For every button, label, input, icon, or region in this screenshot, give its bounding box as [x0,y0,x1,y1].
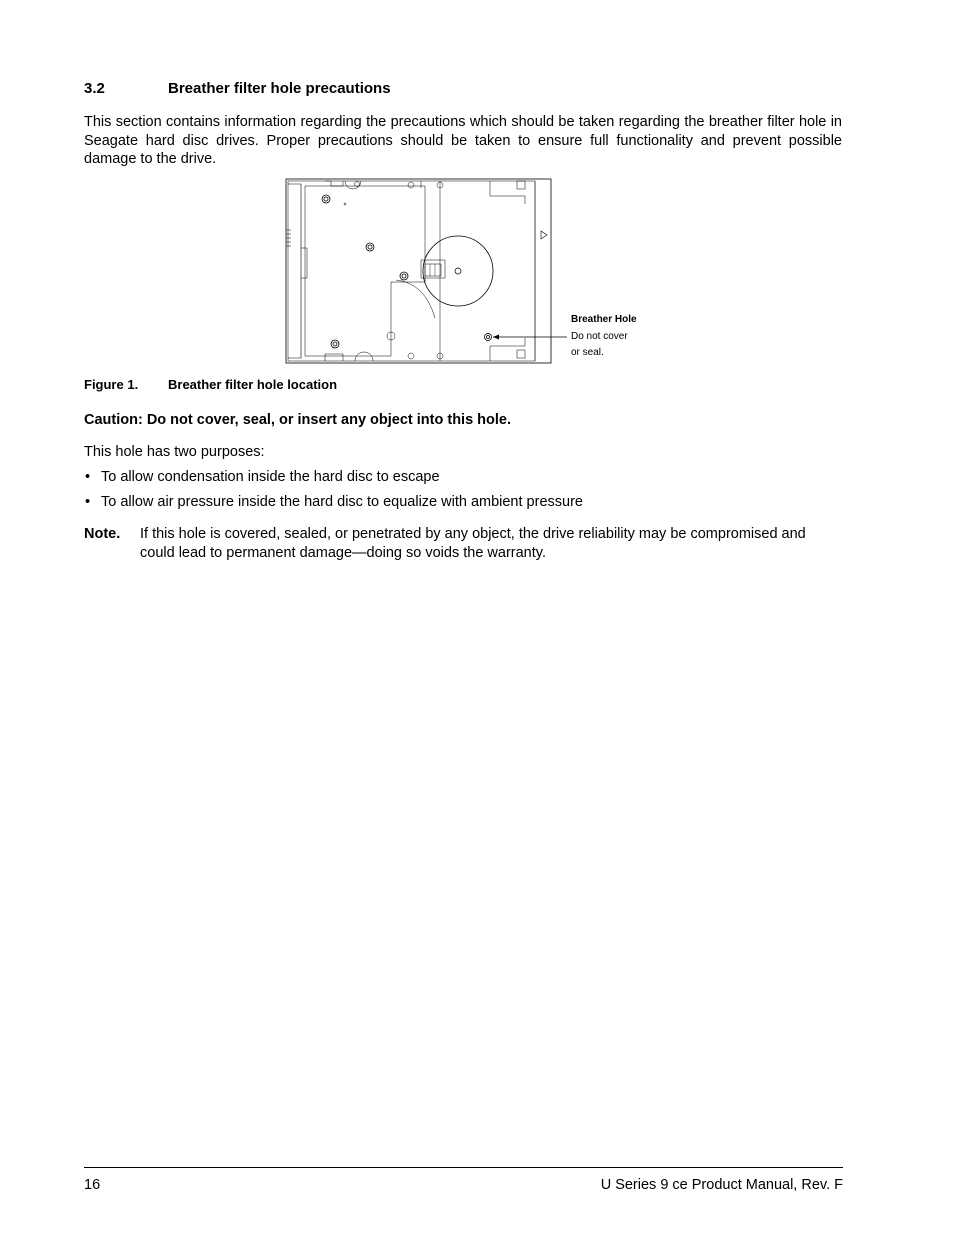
breather-hole-figure [285,178,665,368]
caution-statement: Caution: Do not cover, seal, or insert any object into this hole. [84,412,512,428]
figure-caption [84,377,337,392]
figure-number: Figure 1. [84,377,139,392]
callout-title: Breather Hole [571,314,637,325]
section-number: 3.2 [84,80,105,97]
drive-outline [286,179,551,363]
callout-arrow-icon [493,335,499,340]
screw-4 [331,340,339,348]
callout-line-1: Do not cover [571,331,628,342]
bullet-glyph: • [85,469,91,485]
footer-divider [84,1167,843,1168]
list-item [84,469,583,494]
manual-title: U Series 9 ce Product Manual, Rev. F [600,1177,843,1193]
screw-2 [366,243,374,251]
page-number: 16 [84,1177,101,1193]
note-block [84,525,844,562]
list-item [84,494,583,519]
list-item-text: To allow air pressure inside the hard disc to equalize with ambient pressure [101,494,583,510]
disc-platter [423,236,493,306]
breather-hole-icon [485,334,492,341]
note-label: Note. [84,526,121,542]
callout-line-2: or seal. [571,347,604,358]
figure-title: Breather filter hole location [168,377,338,392]
intro-paragraph: This section contains information regarding the precautions which should be taken regarding the breather filter hole in Seagate hard disc drives. Proper precautions should be taken to ensure full functionality and prevent possible damage to the drive. [84,114,842,167]
list-item-text: To allow condensation inside the hard disc to escape [101,469,440,485]
note-text: If this hole is covered, sealed, or penetrated by any object, the drive reliability may be compromised and could lead to permanent damage—doing so voids the warranty. [140,526,806,561]
section-title: Breather filter hole precautions [168,80,391,97]
screw-1 [322,195,330,203]
purposes-list [84,469,583,519]
section-heading [84,80,391,97]
bullet-glyph: • [85,494,91,510]
screw-3 [400,272,408,280]
purposes-intro: This hole has two purposes: [84,444,265,460]
